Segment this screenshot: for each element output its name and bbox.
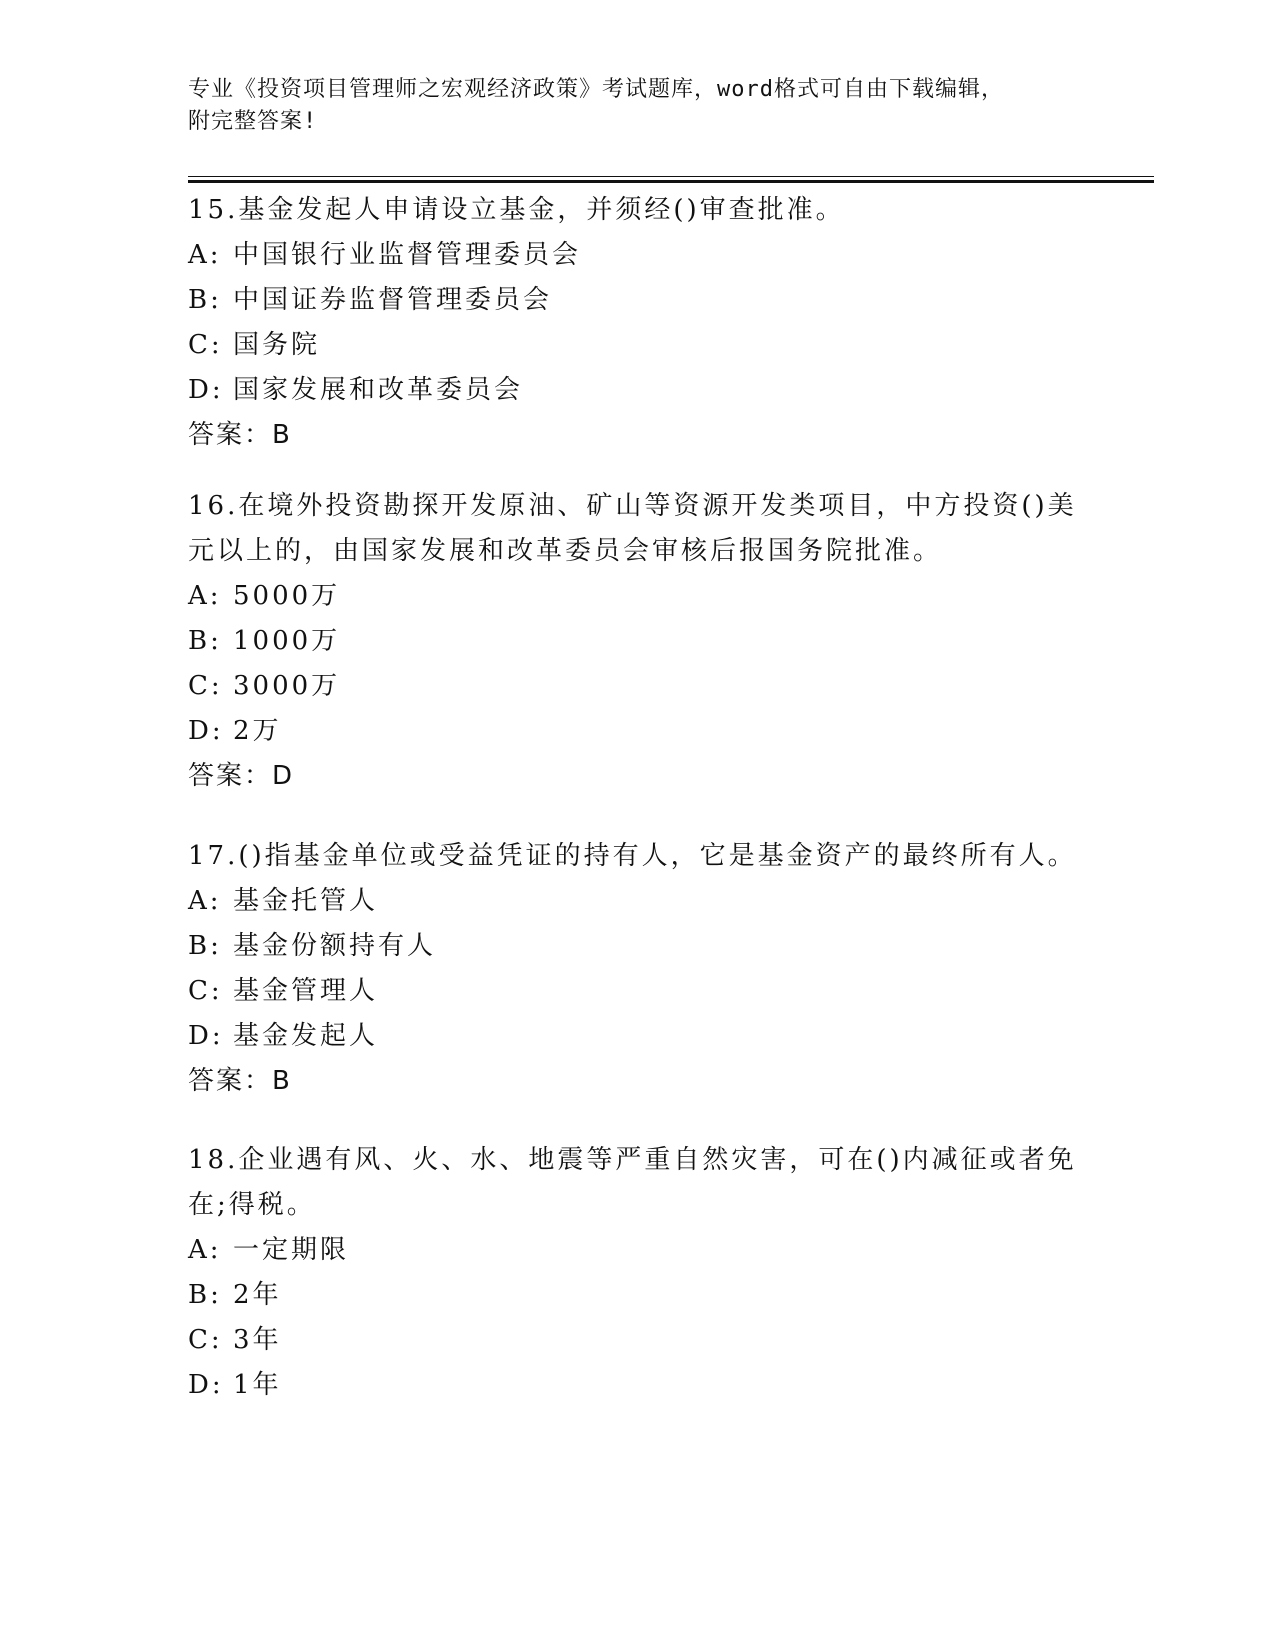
option-d	[188, 1363, 1088, 1408]
option-text: 国务院	[233, 330, 321, 360]
option-b	[188, 1273, 1088, 1318]
answer-line: 答案：B	[188, 1066, 292, 1096]
header-divider-thin	[188, 176, 1154, 177]
option-a	[188, 1228, 1088, 1273]
answer-line: 答案：B	[188, 420, 292, 450]
option-c	[188, 969, 1088, 1014]
document-header	[188, 74, 1088, 138]
option-b	[188, 278, 1088, 323]
option-text: 基金管理人	[233, 976, 379, 1006]
option-d	[188, 368, 1088, 413]
option-text: 基金托管人	[233, 886, 379, 916]
question-stem-line-2: 元以上的，由国家发展和改革委员会审核后报国务院批准。	[188, 536, 943, 566]
option-label: D:	[188, 716, 224, 746]
option-text: 2年	[233, 1280, 282, 1310]
question-16	[188, 484, 1088, 799]
option-text: 1000万	[233, 626, 341, 656]
option-text: 中国证券监督管理委员会	[233, 285, 553, 315]
option-label: B:	[188, 1280, 222, 1310]
option-label: D:	[188, 375, 224, 405]
question-18	[188, 1138, 1088, 1408]
option-c	[188, 323, 1088, 368]
option-label: A:	[188, 886, 222, 916]
option-label: B:	[188, 931, 222, 961]
option-label: B:	[188, 285, 222, 315]
option-label: A:	[188, 1235, 222, 1265]
question-stem-line-1: 16.在境外投资勘探开发原油、矿山等资源开发类项目，中方投资()美	[188, 491, 1077, 521]
option-label: C:	[188, 976, 223, 1006]
option-d	[188, 1014, 1088, 1059]
option-label: A:	[188, 581, 222, 611]
question-stem-line-2: 在;得税。	[188, 1190, 316, 1220]
option-label: C:	[188, 671, 223, 701]
option-a	[188, 233, 1088, 278]
option-b	[188, 924, 1088, 969]
option-label: B:	[188, 626, 222, 656]
question-stem: 17.()指基金单位或受益凭证的持有人，它是基金资产的最终所有人。	[188, 841, 1077, 871]
option-c	[188, 664, 1088, 709]
question-stem: 15.基金发起人申请设立基金，并须经()审查批准。	[188, 195, 845, 225]
option-c	[188, 1318, 1088, 1363]
option-label: D:	[188, 1021, 224, 1051]
option-label: C:	[188, 330, 223, 360]
option-text: 国家发展和改革委员会	[233, 375, 524, 405]
option-a	[188, 574, 1088, 619]
option-text: 3年	[233, 1325, 282, 1355]
header-line-1: 专业《投资项目管理师之宏观经济政策》考试题库，word格式可自由下载编辑，	[188, 77, 1004, 102]
option-label: A:	[188, 240, 222, 270]
option-text: 1年	[233, 1370, 282, 1400]
option-a	[188, 879, 1088, 924]
header-divider-thick	[188, 180, 1154, 183]
option-d	[188, 709, 1088, 754]
option-text: 一定期限	[233, 1235, 350, 1265]
option-text: 3000万	[233, 671, 341, 701]
option-text: 基金份额持有人	[233, 931, 437, 961]
answer-line: 答案：D	[188, 761, 295, 791]
option-label: C:	[188, 1325, 223, 1355]
question-stem-line-1: 18.企业遇有风、火、水、地震等严重自然灾害，可在()内减征或者免	[188, 1145, 1077, 1175]
option-text: 基金发起人	[233, 1021, 379, 1051]
option-label: D:	[188, 1370, 224, 1400]
option-b	[188, 619, 1088, 664]
option-text: 5000万	[233, 581, 341, 611]
question-15	[188, 188, 1088, 458]
option-text: 中国银行业监督管理委员会	[233, 240, 582, 270]
option-text: 2万	[233, 716, 282, 746]
question-17	[188, 834, 1088, 1104]
header-line-2: 附完整答案!	[188, 109, 318, 134]
